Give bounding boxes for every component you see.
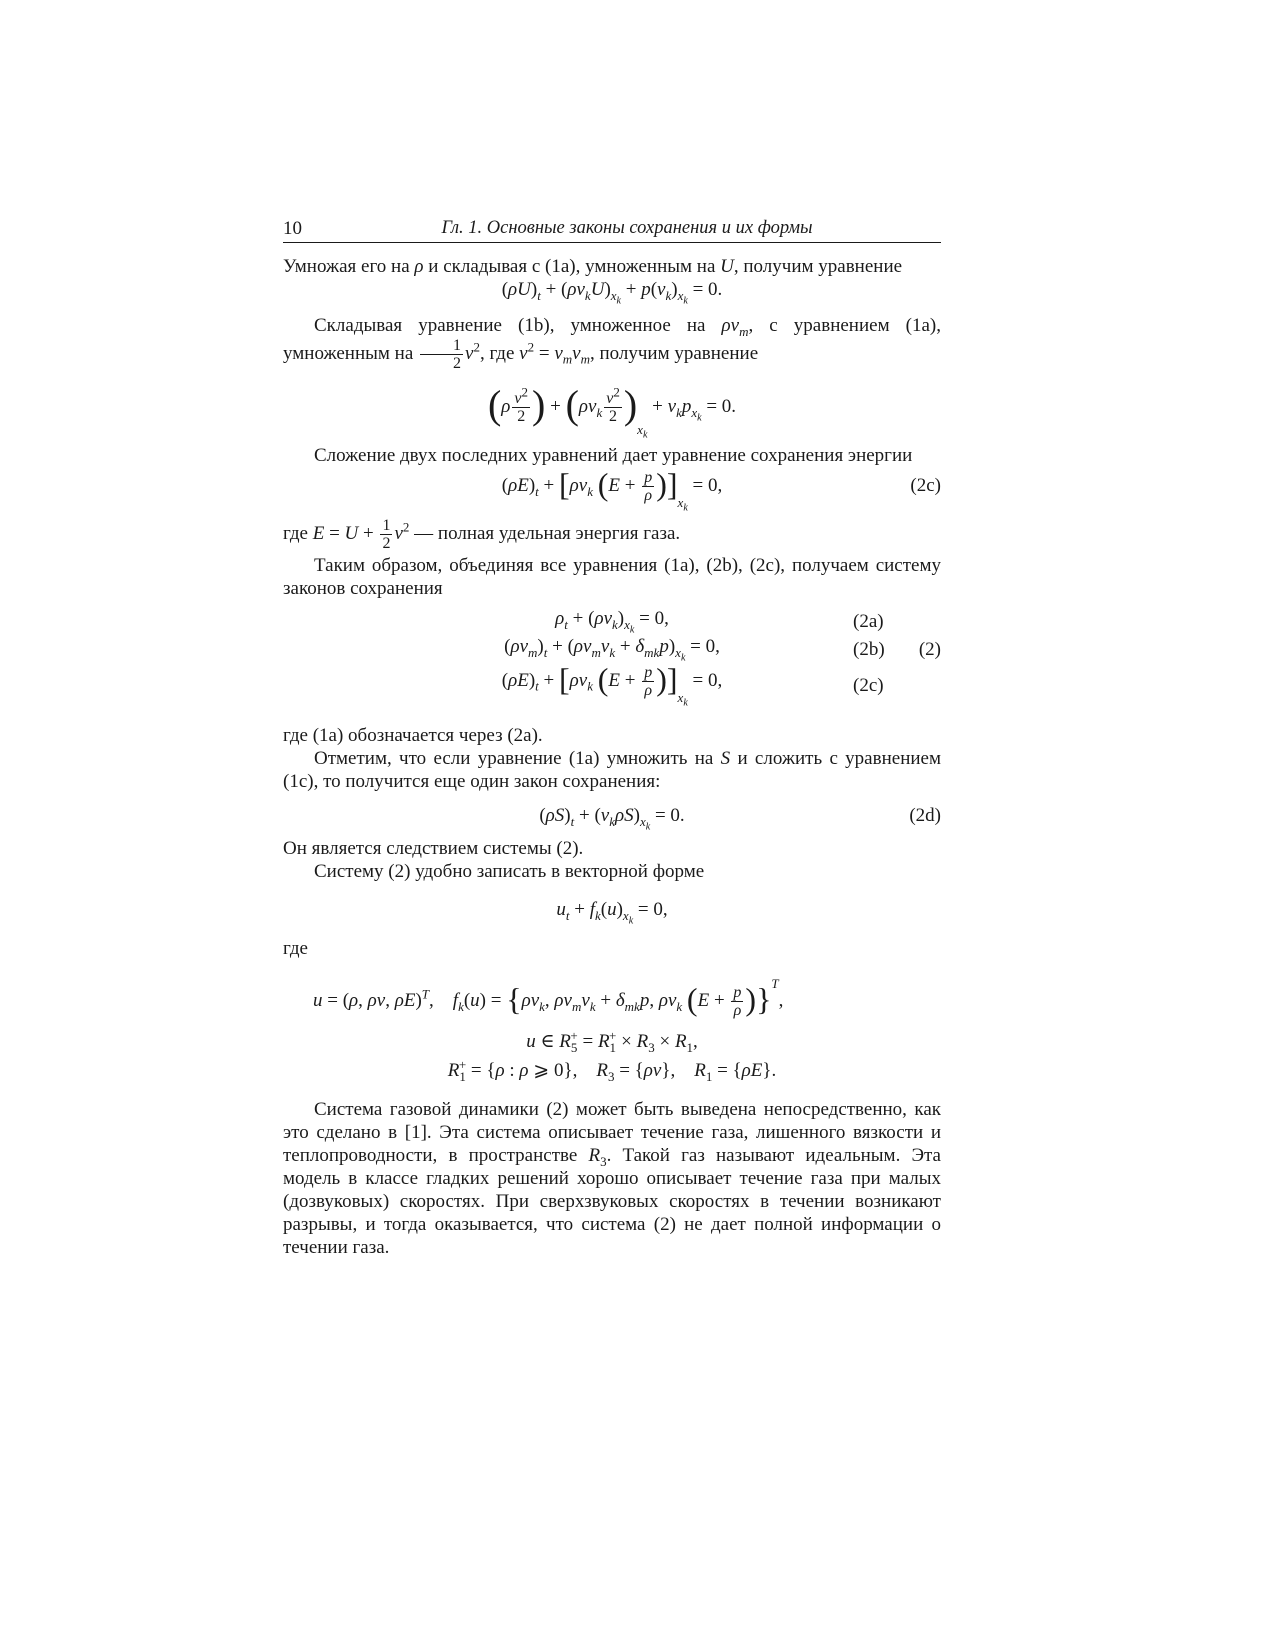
equation-entropy-2d: $(\rho S)_t + (v_k\rho S)_{x_k} = 0$. (2d) <box>283 799 941 833</box>
label-2: (2) <box>918 639 941 660</box>
paragraph-8: Он является следствием системы (2). <box>283 838 584 859</box>
equation-spaces: $R_1^+ = \{\rho$ : ρ ⩾ 0}, $R_3 = \{\rho v\}$, $R_1 = \{\rho E\}$. <box>447 1056 777 1084</box>
chapter-title: Гл. 1. Основные законы сохранения и их формы <box>441 218 813 238</box>
equation-u-definition: u = (ρ, ρv, ρE)$^T$, $f_k(u) = \{\rho v_k$, $\rho v_mv_k + \delta_{mk}p$, $\rho v_k$ (E + $\frac{p}{\rho}$ )}$^T$, <box>313 976 784 1020</box>
equation-system-2 <box>283 608 941 708</box>
page-number: 10 <box>283 218 302 239</box>
running-head <box>283 212 941 243</box>
paragraph-7: Отметим, что если уравнение (1a) умножить на S и сложить с уравнением (1c), то получится еще один закон сохранения: <box>283 748 941 792</box>
paragraph-9: Систему (2) удобно записать в векторной форме <box>314 861 705 882</box>
equation-2c-system: $(\rho E)_t + [\rho v_k$ (E + $\frac{p}{\rho}$ )]$_{x_k} = 0$, (2c) <box>501 660 884 709</box>
paragraph-6: где (1a) обозначается через (2a). <box>283 725 543 746</box>
equation-internal-energy: $(\rho U)_t + (\rho v_kU)_{x_k} + p(v_k)_{x_k} = 0$. <box>501 279 723 307</box>
equation-u-space: u ∈ $R_5^+ = R_1^+ \times R_3 \times R_1$, <box>526 1027 698 1055</box>
equation-energy-2c: $(\rho E)_t + [\rho v_k$ (E + $\frac{p}{\rho}$ )]$_{x_k} = 0$, (2c) <box>283 461 941 511</box>
page <box>283 212 941 1259</box>
paragraph-11: Система газовой динамики (2) может быть выведена непосредственно, как это сделано в [1]. Эта система описывает течение газа, лишенного вязкости и теплопроводности, в пространстве $R_3$. Такой газ называют идеальным. Эта модель в классе гладких решений хорошо описывает течение газа при малых (дозвуковых) скоростях. При сверхзвуковых скоростях в течении возникают разрывы, и тогда оказывается, что система (2) не дает полной информации о течении газа. <box>283 1099 941 1258</box>
equation-2b: $(\rho v_m)_t + (\rho v_mv_k + \delta_{mk}p)_{x_k} = 0$, (2b) (2) <box>504 636 941 664</box>
label-2c-system: (2c) <box>853 675 884 696</box>
label-2b: (2b) <box>853 639 885 660</box>
paragraph-10: где <box>283 938 308 959</box>
label-2c: (2c) <box>910 475 941 496</box>
paragraph-3: Сложение двух последних уравнений дает уравнение сохранения энергии <box>314 445 913 466</box>
paragraph-4: где E = U + $\frac{1}{2}$ $v^2$ — полная удельная энергия газа. <box>283 517 681 552</box>
paragraph-5: Таким образом, объединяя все уравнения (1a), (2b), (2c), получаем систему законов сохранения <box>283 555 941 599</box>
equation-kinetic-energy: (ρ $\frac{v^2}{2}$ ) + ($\rho v_k$ $\frac{v^2}{2}$ )$_{x_k} + v_kp_{x_k} = 0$. <box>487 382 737 441</box>
equation-vector-form: $u_t + f_k(u)_{x_k} = 0$, <box>556 899 668 927</box>
equation-2a: $\rho_t + (\rho v_k)_{x_k} = 0$, (2a) <box>555 608 884 636</box>
paragraph-2: Складывая уравнение (1b), умноженное на $\rho v_m$, с уравнением (1a), умноженным на $\frac{1}{2}$ $v^2$, где $v^2 = v_mv_m$, получим уравнение <box>283 315 941 372</box>
label-2a: (2a) <box>853 611 884 632</box>
paragraph-1: Умножая его на ρ и складывая с (1a), умноженным на U, получим уравнение <box>283 256 903 277</box>
label-2d: (2d) <box>909 805 941 826</box>
